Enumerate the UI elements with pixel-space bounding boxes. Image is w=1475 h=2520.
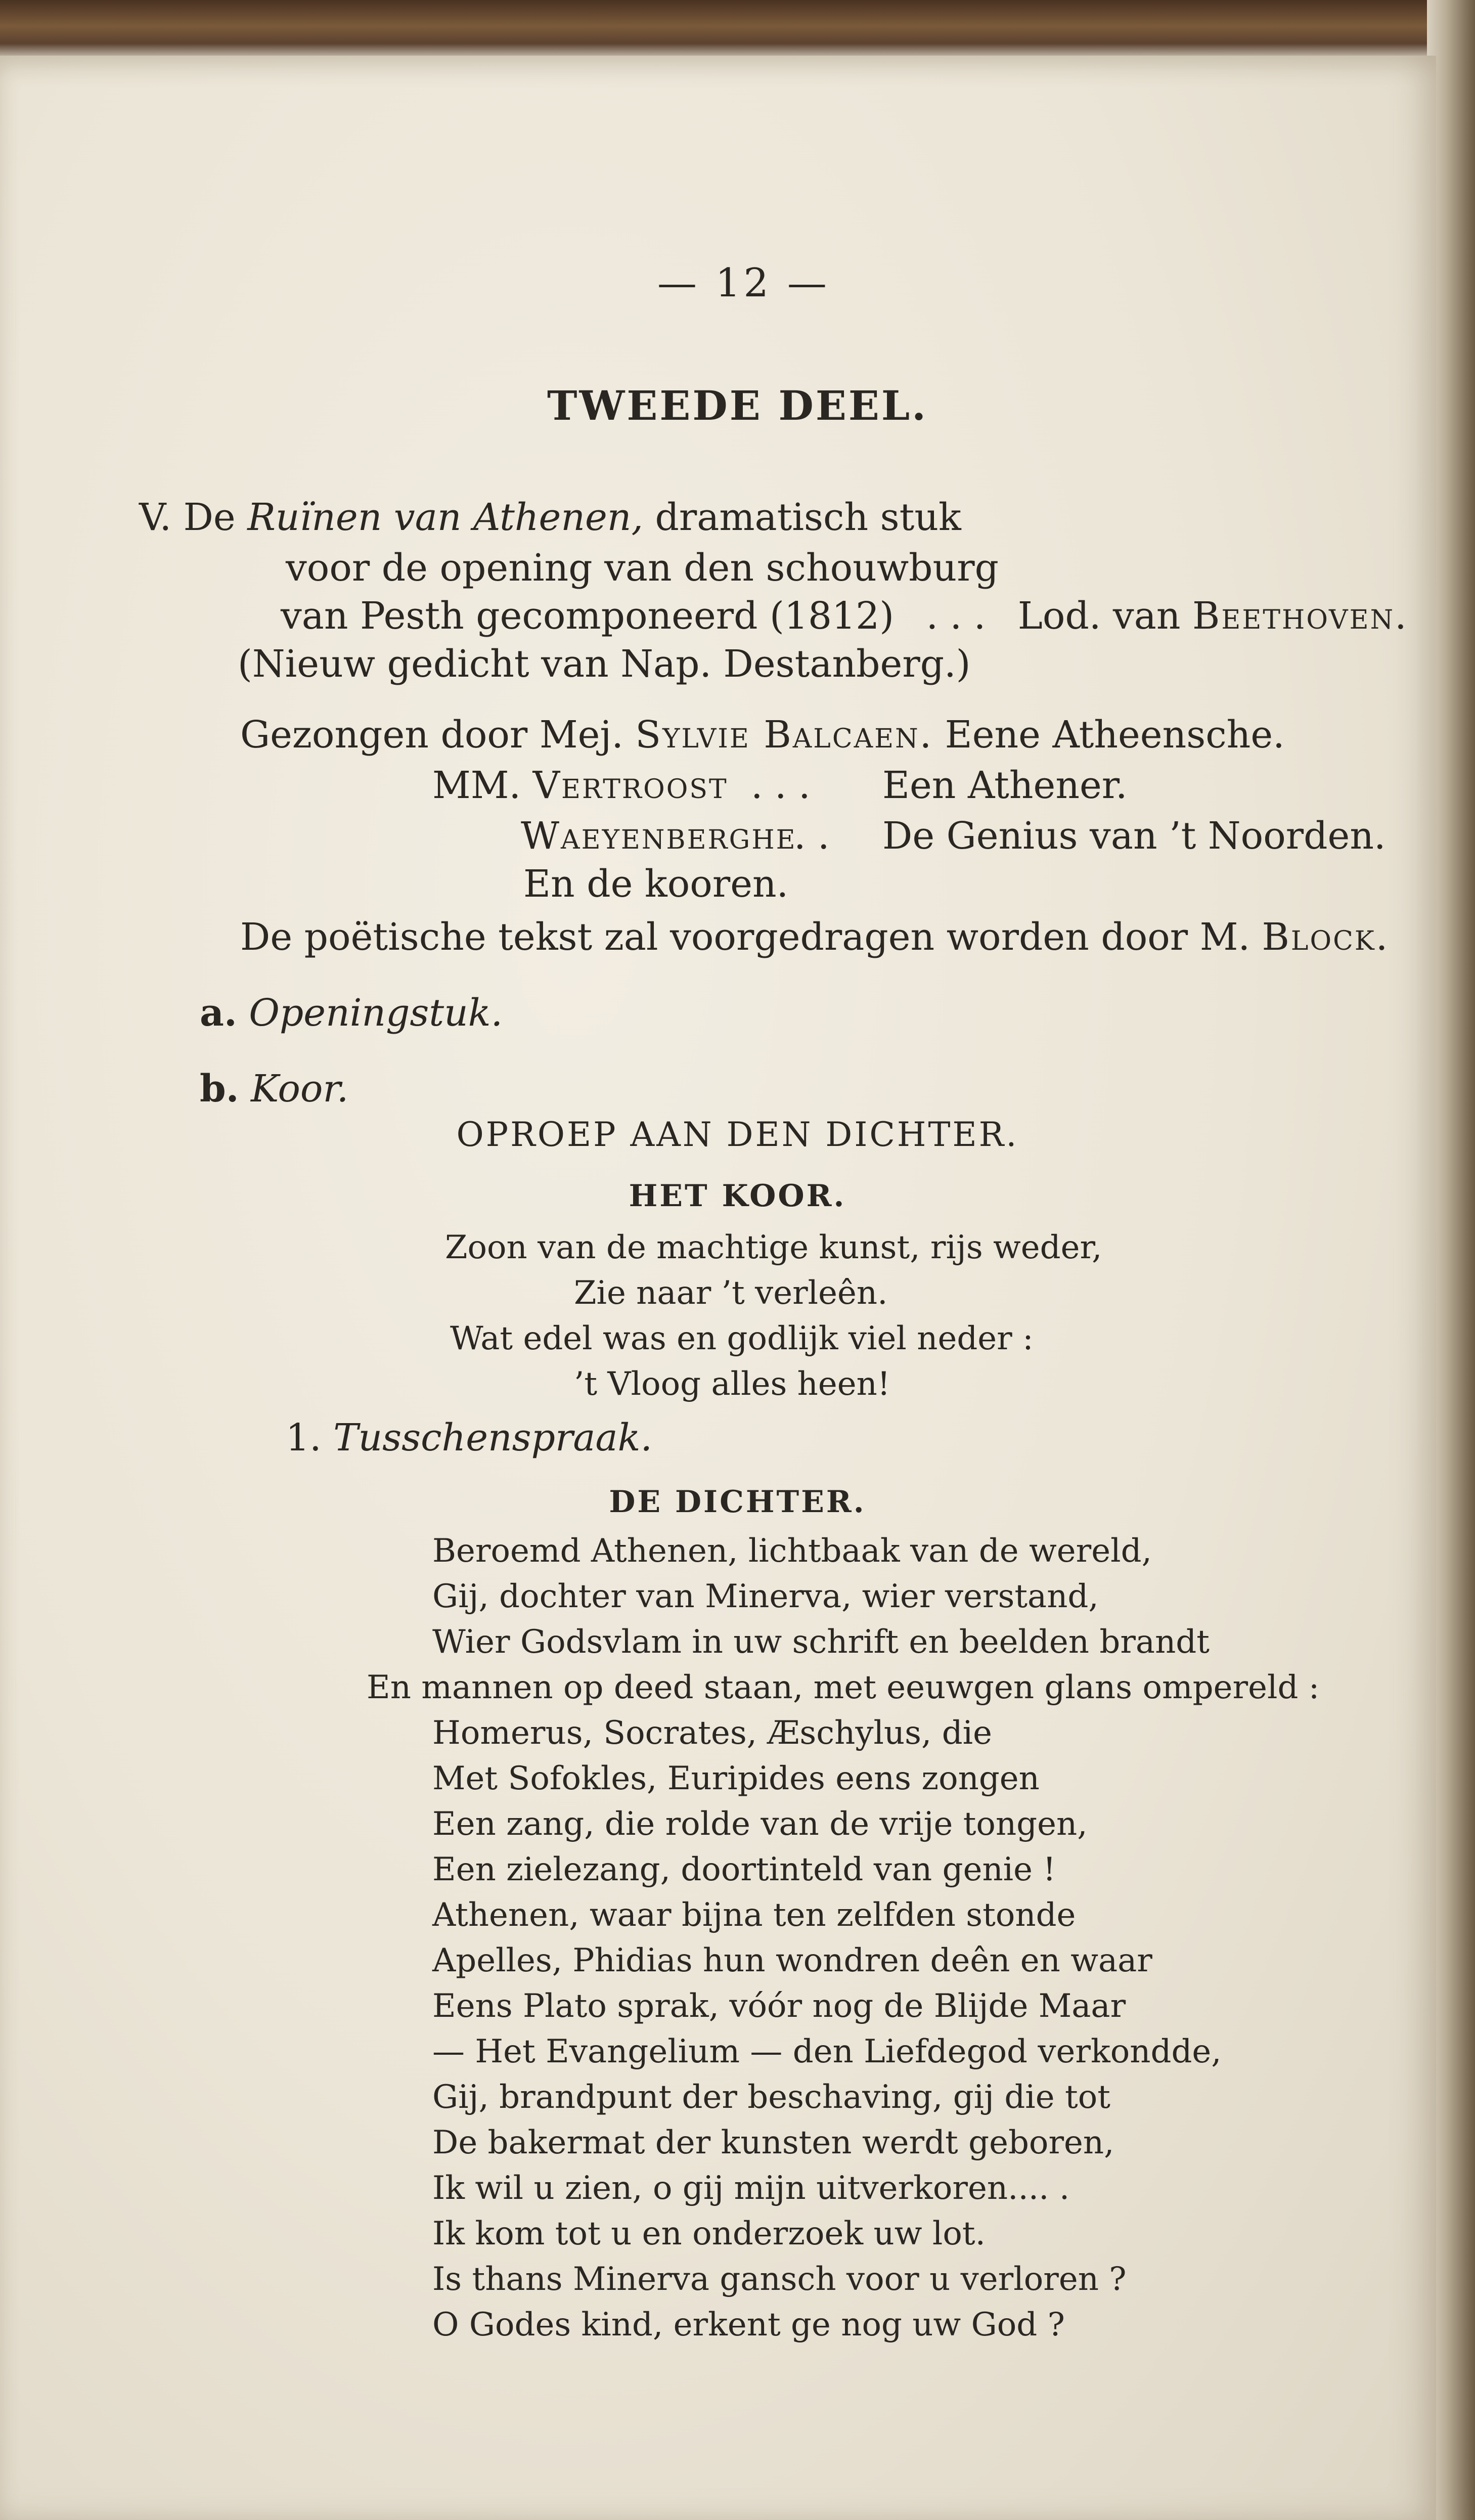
choirs-line: En de kooren. — [523, 862, 789, 906]
section-b — [200, 1067, 348, 1111]
item-v-line3-text: van Pesth gecomponeerd (1812) — [281, 594, 895, 638]
item-number: V. — [139, 496, 172, 539]
poet-line-4: En mannen op deed staan, met eeuwgen glans ompereld : — [367, 1669, 1320, 1706]
poet-heading: DE DICHTER. — [609, 1484, 866, 1520]
poet-line-12: — Het Evangelium — den Liefdegod verkondde, — [432, 2033, 1222, 2070]
poet-line-18: O Godes kind, erkent ge nog uw God ? — [432, 2306, 1065, 2344]
work-title: Ruïnen van Athenen, — [247, 496, 643, 539]
singer-1: Sylvie Balcaen. — [635, 713, 933, 757]
poet-line-8: Een zielezang, doortinteld van genie ! — [432, 1851, 1056, 1888]
reciter-name: Block. — [1262, 915, 1390, 959]
poet-line-10: Apelles, Phidias hun wondren deên en waar — [432, 1942, 1152, 1979]
poet-line-13: Gij, brandpunt der beschaving, gij die tot — [432, 2079, 1110, 2116]
cast-dots-3: . . — [794, 814, 830, 858]
section-a-label: a. — [200, 991, 237, 1035]
poet-line-5: Homerus, Socrates, Æschylus, die — [432, 1714, 992, 1752]
role-1: Eene Atheensche. — [945, 713, 1285, 757]
choir-line-2: Zie naar ’t verleên. — [574, 1274, 888, 1312]
call-title: OPROEP AAN DEN DICHTER. — [456, 1115, 1019, 1154]
poet-line-17: Is thans Minerva gansch voor u verloren ? — [432, 2261, 1127, 2298]
recital-line — [240, 915, 1389, 959]
book-binding-top — [0, 0, 1475, 58]
section-1 — [286, 1416, 652, 1460]
recital-text: De poëtische tekst zal voorgedragen worden door M. — [240, 915, 1250, 959]
cast-line2 — [432, 764, 728, 807]
item-v-line2: voor de opening van den schouwburg — [286, 546, 999, 590]
item-de: De — [183, 496, 236, 539]
item-v-line1-rest: dramatisch stuk — [655, 496, 961, 539]
poet-line-2: Gij, dochter van Minerva, wier verstand, — [432, 1578, 1099, 1615]
section-a — [200, 991, 503, 1035]
singer-2: Vertroost — [532, 764, 728, 807]
part-title: TWEEDE DEEL. — [547, 382, 928, 429]
poet-line-3: Wier Godsvlam in uw schrift en beelden brandt — [432, 1623, 1210, 1661]
item-v-line4: (Nieuw gedicht van Nap. Destanberg.) — [238, 642, 971, 686]
composer-name: Beethoven. — [1192, 594, 1408, 638]
choir-line-4: ’t Vloog alles heen! — [574, 1365, 890, 1403]
choir-line-3: Wat edel was en godlijk viel neder : — [450, 1320, 1034, 1357]
poet-line-7: Een zang, die rolde van de vrije tongen, — [432, 1805, 1088, 1843]
poet-line-1: Beroemd Athenen, lichtbaak van de wereld, — [432, 1532, 1152, 1570]
section-1-label: 1. — [286, 1416, 322, 1460]
section-1-text: Tusschenspraak. — [333, 1416, 652, 1460]
role-3: De Genius van ’t Noorden. — [882, 814, 1386, 858]
role-2: Een Athener. — [882, 764, 1128, 807]
cast-line1 — [240, 713, 1285, 757]
singer-3-name: Waeyenberghe — [521, 814, 797, 858]
item-v-dots: . . . — [926, 594, 986, 638]
page-number: — 12 — — [657, 260, 830, 306]
section-b-label: b. — [200, 1067, 239, 1111]
poet-line-11: Eens Plato sprak, vóór nog de Blijde Maar — [432, 1987, 1126, 2025]
poet-line-14: De bakermat der kunsten werdt geboren, — [432, 2124, 1114, 2161]
cast-dots-2: . . . — [751, 764, 811, 807]
choir-heading: HET KOOR. — [629, 1178, 846, 1214]
mm-label: MM. — [432, 764, 521, 807]
singer-3 — [521, 814, 797, 858]
section-b-text: Koor. — [251, 1067, 349, 1111]
choir-line-1: Zoon van de machtige kunst, rijs weder, — [445, 1229, 1102, 1266]
sung-by: Gezongen door Mej. — [240, 713, 623, 757]
item-v-line1 — [139, 496, 961, 539]
poet-line-16: Ik kom tot u en onderzoek uw lot. — [432, 2215, 986, 2252]
item-v-line3 — [281, 594, 1408, 638]
poet-line-15: Ik wil u zien, o gij mijn uitverkoren.... . — [432, 2170, 1070, 2207]
section-a-text: Openingstuk. — [249, 991, 503, 1035]
poet-line-6: Met Sofokles, Euripides eens zongen — [432, 1760, 1040, 1797]
poet-line-9: Athenen, waar bijna ten zelfden stonde — [432, 1896, 1076, 1934]
composer-prefix: Lod. van — [1017, 594, 1181, 638]
